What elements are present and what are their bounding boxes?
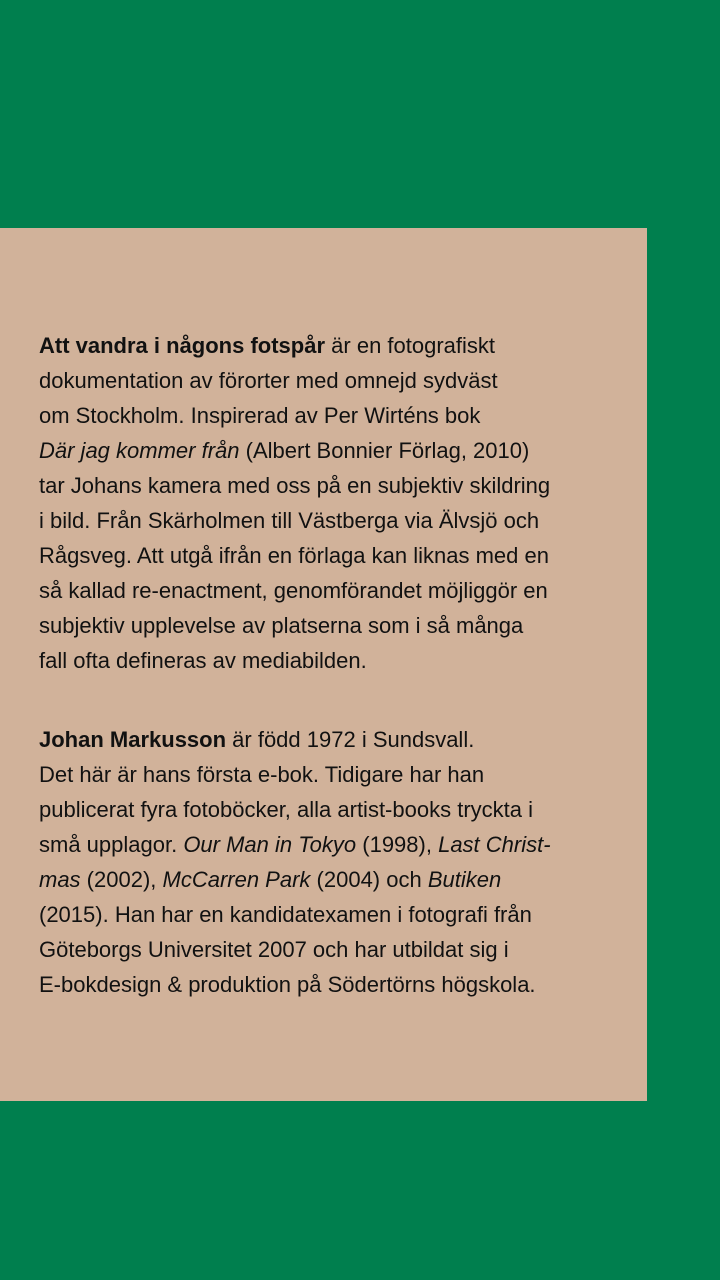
text-run: Rågsveg. Att utgå ifrån en förlaga kan liknas med en [39, 543, 549, 568]
text-run: Det här är hans första e-bok. Tidigare har han [39, 762, 485, 787]
italic-title: Butiken [427, 867, 502, 892]
italic-title: Our Man in Tokyo [183, 832, 357, 857]
text-line [39, 722, 619, 757]
text-line [39, 897, 619, 932]
description-paragraph [39, 328, 619, 678]
text-run: små upplagor. [39, 832, 184, 857]
text-line [39, 328, 619, 363]
text-line [39, 932, 619, 967]
text-run: (2004) och [310, 867, 428, 892]
text-line [39, 967, 619, 1002]
text-run: tar Johans kamera med oss på en subjektiv skildring [39, 473, 551, 498]
text-line [39, 538, 619, 573]
text-run: publicerat fyra fotoböcker, alla artist-books tryckta i [39, 797, 533, 822]
text-run: är född 1972 i Sundsvall. [226, 727, 475, 752]
italic-title: Där jag kommer från [39, 438, 240, 463]
text-run: i bild. Från Skärholmen till Västberga via Älvsjö och [39, 508, 540, 533]
text-run: är en fotografiskt [325, 333, 496, 358]
text-run: (Albert Bonnier Förlag, 2010) [239, 438, 530, 463]
text-line [39, 398, 619, 433]
text-run: subjektiv upplevelse av platserna som i så många [39, 613, 524, 638]
text-run: dokumentation av förorter med omnejd sydväst [39, 368, 498, 393]
text-line [39, 363, 619, 398]
text-line [39, 433, 619, 468]
text-run: E-bokdesign & produktion på Södertörns högskola. [39, 972, 536, 997]
text-run: (2015). Han har en kandidatexamen i fotografi från [39, 902, 532, 927]
text-run: (1998), [356, 832, 439, 857]
text-run: (2002), [80, 867, 163, 892]
text-run: fall ofta defineras av mediabilden. [39, 648, 367, 673]
bold-text: Johan Markusson [39, 727, 227, 752]
text-line [39, 862, 619, 897]
text-line [39, 608, 619, 643]
text-line [39, 757, 619, 792]
italic-title: mas [39, 867, 81, 892]
text-line [39, 468, 619, 503]
italic-title: McCarren Park [162, 867, 311, 892]
text-line [39, 573, 619, 608]
text-run: så kallad re-enactment, genomförandet möjliggör en [39, 578, 548, 603]
author-bio-paragraph [39, 722, 619, 1002]
text-run: Göteborgs Universitet 2007 och har utbildat sig i [39, 937, 509, 962]
text-line [39, 792, 619, 827]
text-line [39, 643, 619, 678]
italic-title: Last Christ- [438, 832, 551, 857]
text-line [39, 827, 619, 862]
bold-text: Att vandra i någons fotspår [39, 333, 326, 358]
text-line [39, 503, 619, 538]
text-run: om Stockholm. Inspirerad av Per Wirténs bok [39, 403, 481, 428]
